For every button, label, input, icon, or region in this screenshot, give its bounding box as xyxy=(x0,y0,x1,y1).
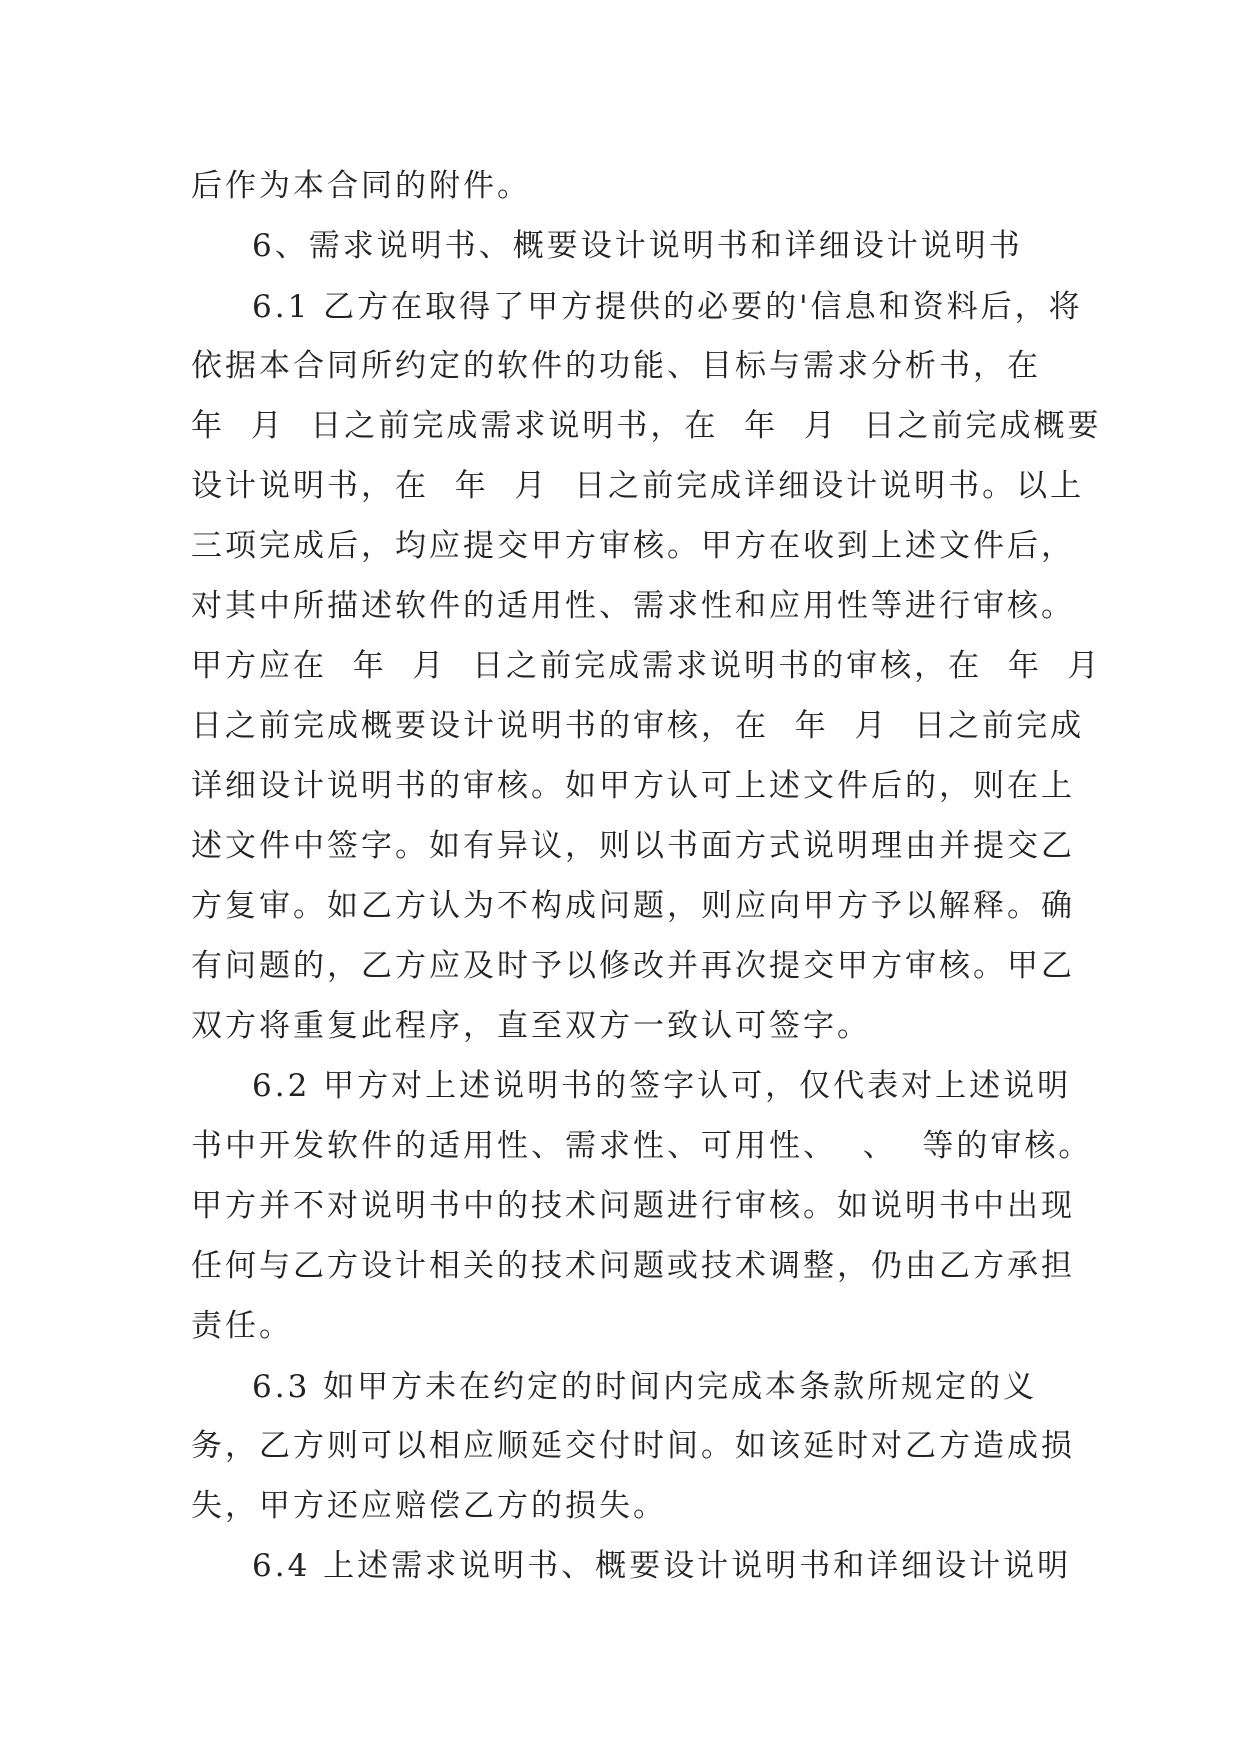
text-line: 方复审。如乙方认为不构成问题，则应向甲方予以解释。确 xyxy=(191,888,1075,924)
text-line: 6.4 上述需求说明书、概要设计说明书和详细设计说明 xyxy=(252,1548,1072,1584)
text-line: 日之前完成概要设计说明书的审核，在 年 月 日之前完成 xyxy=(191,708,1085,744)
text-line: 三项完成后，均应提交甲方审核。甲方在收到上述文件后， xyxy=(191,528,1075,564)
text-line: 6.2 甲方对上述说明书的签字认可，仅代表对上述说明 xyxy=(252,1068,1072,1104)
text-line: 6.3 如甲方未在约定的时间内完成本条款所规定的义 xyxy=(252,1369,1038,1405)
text-line: 务，乙方则可以相应顺延交付时间。如该延时对乙方造成损 xyxy=(191,1428,1075,1464)
text-line: 双方将重复此程序，直至双方一致认可签字。 xyxy=(191,1008,871,1044)
text-line: 依据本合同所约定的软件的功能、目标与需求分析书，在 xyxy=(191,348,1041,384)
text-line: 详细设计说明书的审核。如甲方认可上述文件后的，则在上 xyxy=(191,768,1075,804)
text-line: 6.1 乙方在取得了甲方提供的必要的'信息和资料后，将 xyxy=(252,289,1083,325)
text-line: 甲方应在 年 月 日之前完成需求说明书的审核，在 年 月 xyxy=(191,648,1102,684)
text-line: 后作为本合同的附件。 xyxy=(191,168,531,204)
text-line: 书中开发软件的适用性、需求性、可用性、 、 等的审核。 xyxy=(191,1128,1093,1164)
text-line: 对其中所描述软件的适用性、需求性和应用性等进行审核。 xyxy=(191,588,1075,624)
text-line: 责任。 xyxy=(191,1308,293,1344)
text-line: 任何与乙方设计相关的技术问题或技术调整，仍由乙方承担 xyxy=(191,1248,1075,1284)
text-line: 述文件中签字。如有异议，则以书面方式说明理由并提交乙 xyxy=(191,828,1075,864)
text-line: 失，甲方还应赔偿乙方的损失。 xyxy=(191,1488,667,1524)
section-heading: 6、需求说明书、概要设计说明书和详细设计说明书 xyxy=(252,228,1023,264)
text-line: 年 月 日之前完成需求说明书，在 年 月 日之前完成概要 xyxy=(191,408,1102,444)
text-line: 设计说明书，在 年 月 日之前完成详细设计说明书。以上 xyxy=(191,468,1085,504)
text-line: 有问题的，乙方应及时予以修改并再次提交甲方审核。甲乙 xyxy=(191,948,1075,984)
text-line: 甲方并不对说明书中的技术问题进行审核。如说明书中出现 xyxy=(191,1188,1075,1224)
